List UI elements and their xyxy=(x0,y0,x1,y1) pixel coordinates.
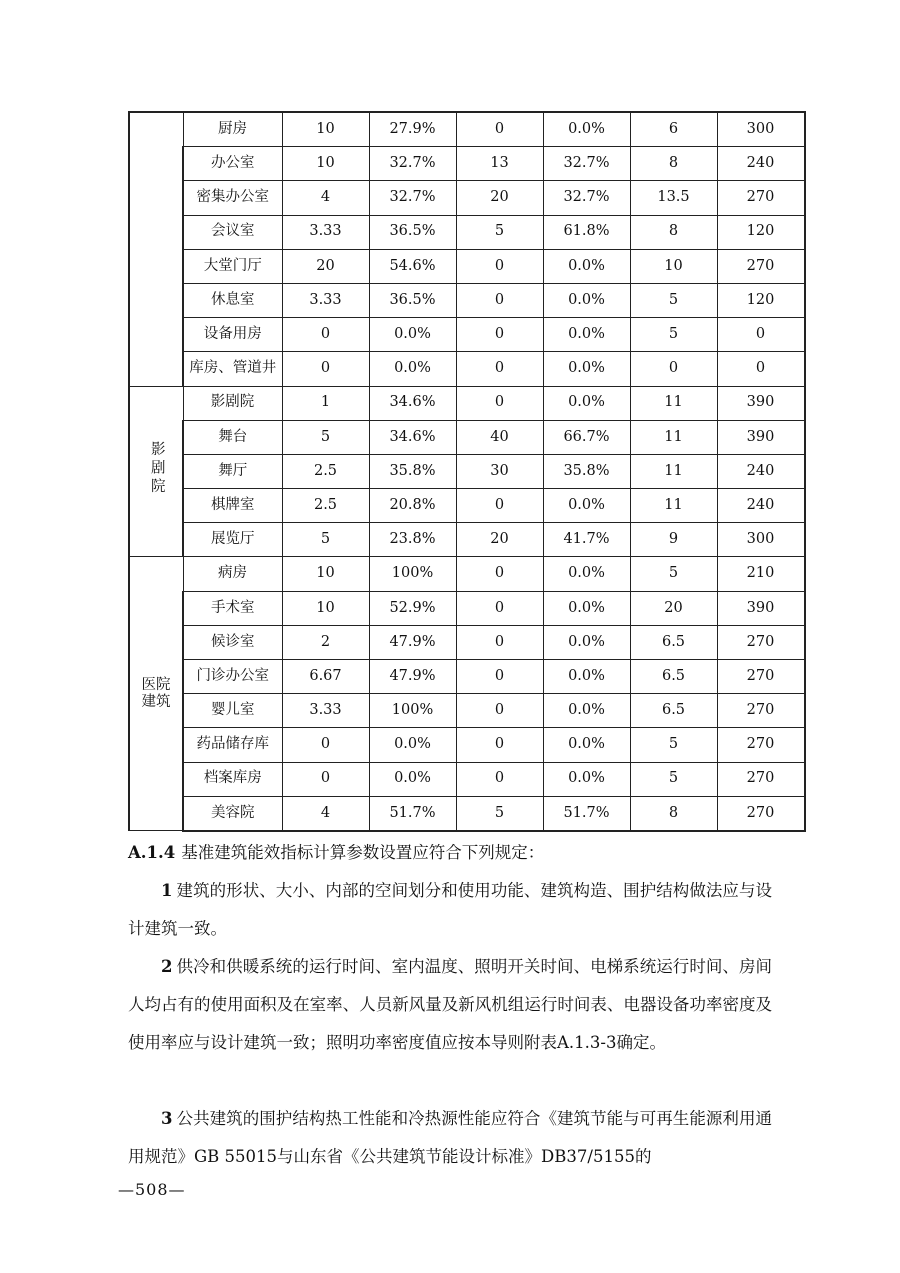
value-3-cell: 11 xyxy=(630,420,717,454)
value-4-cell: 300 xyxy=(717,112,805,147)
value-1-cell: 2.5 xyxy=(282,489,369,523)
percent-2-cell: 0.0% xyxy=(543,318,630,352)
percent-1-cell: 51.7% xyxy=(369,796,456,831)
table-row xyxy=(129,420,805,454)
value-2-cell: 0 xyxy=(456,112,543,147)
percent-2-cell: 35.8% xyxy=(543,454,630,488)
room-name-cell: 病房 xyxy=(183,557,282,591)
value-2-cell: 5 xyxy=(456,796,543,831)
value-1-cell: 0 xyxy=(282,728,369,762)
value-3-cell: 6.5 xyxy=(630,625,717,659)
value-4-cell: 270 xyxy=(717,660,805,694)
value-3-cell: 20 xyxy=(630,591,717,625)
value-2-cell: 0 xyxy=(456,249,543,283)
percent-2-cell: 61.8% xyxy=(543,215,630,249)
value-3-cell: 11 xyxy=(630,386,717,420)
value-1-cell: 5 xyxy=(282,420,369,454)
value-1-cell: 10 xyxy=(282,147,369,181)
value-3-cell: 6.5 xyxy=(630,660,717,694)
room-name-cell: 手术室 xyxy=(183,591,282,625)
value-3-cell: 8 xyxy=(630,215,717,249)
value-3-cell: 9 xyxy=(630,523,717,557)
value-1-cell: 10 xyxy=(282,557,369,591)
room-name-cell: 舞厅 xyxy=(183,454,282,488)
percent-1-cell: 32.7% xyxy=(369,147,456,181)
value-4-cell: 120 xyxy=(717,283,805,317)
room-name-cell: 档案库房 xyxy=(183,762,282,796)
item-text: 公共建筑的围护结构热工性能和冷热源性能应符合《建筑节能与可再生能源利用通用规范》GB 55015与山东省《公共建筑节能设计标准》DB37/5155的 xyxy=(128,1109,772,1166)
value-3-cell: 11 xyxy=(630,454,717,488)
value-4-cell: 300 xyxy=(717,523,805,557)
value-4-cell: 0 xyxy=(717,318,805,352)
room-name-cell: 厨房 xyxy=(183,112,282,147)
room-name-cell: 舞台 xyxy=(183,420,282,454)
room-name-cell: 美容院 xyxy=(183,796,282,831)
value-4-cell: 270 xyxy=(717,762,805,796)
value-1-cell: 0 xyxy=(282,352,369,386)
value-2-cell: 0 xyxy=(456,694,543,728)
room-name-cell: 门诊办公室 xyxy=(183,660,282,694)
table-row xyxy=(129,318,805,352)
value-3-cell: 5 xyxy=(630,318,717,352)
value-3-cell: 11 xyxy=(630,489,717,523)
value-4-cell: 240 xyxy=(717,454,805,488)
percent-2-cell: 0.0% xyxy=(543,591,630,625)
table-row xyxy=(129,591,805,625)
value-4-cell: 270 xyxy=(717,249,805,283)
percent-1-cell: 0.0% xyxy=(369,762,456,796)
value-1-cell: 4 xyxy=(282,796,369,831)
room-name-cell: 库房、管道井 xyxy=(183,352,282,386)
table-row xyxy=(129,352,805,386)
percent-2-cell: 0.0% xyxy=(543,660,630,694)
clause-number: A.1.4 xyxy=(128,843,176,862)
percent-1-cell: 47.9% xyxy=(369,625,456,659)
percent-1-cell: 52.9% xyxy=(369,591,456,625)
percent-2-cell: 0.0% xyxy=(543,352,630,386)
table-row xyxy=(129,386,805,420)
value-3-cell: 10 xyxy=(630,249,717,283)
value-1-cell: 10 xyxy=(282,112,369,147)
room-name-cell: 影剧院 xyxy=(183,386,282,420)
percent-1-cell: 27.9% xyxy=(369,112,456,147)
percent-1-cell: 34.6% xyxy=(369,386,456,420)
percent-1-cell: 0.0% xyxy=(369,318,456,352)
percent-2-cell: 0.0% xyxy=(543,762,630,796)
value-4-cell: 0 xyxy=(717,352,805,386)
value-2-cell: 0 xyxy=(456,283,543,317)
table-row xyxy=(129,454,805,488)
value-3-cell: 13.5 xyxy=(630,181,717,215)
value-2-cell: 0 xyxy=(456,557,543,591)
value-1-cell: 2 xyxy=(282,625,369,659)
percent-1-cell: 0.0% xyxy=(369,352,456,386)
percent-1-cell: 34.6% xyxy=(369,420,456,454)
table-row xyxy=(129,796,805,831)
percent-1-cell: 100% xyxy=(369,557,456,591)
table-row xyxy=(129,728,805,762)
percent-2-cell: 66.7% xyxy=(543,420,630,454)
value-1-cell: 1 xyxy=(282,386,369,420)
room-name-cell: 密集办公室 xyxy=(183,181,282,215)
value-1-cell: 20 xyxy=(282,249,369,283)
room-name-cell: 会议室 xyxy=(183,215,282,249)
percent-2-cell: 32.7% xyxy=(543,147,630,181)
value-2-cell: 40 xyxy=(456,420,543,454)
room-name-cell: 候诊室 xyxy=(183,625,282,659)
percent-2-cell: 51.7% xyxy=(543,796,630,831)
value-3-cell: 5 xyxy=(630,762,717,796)
page-number: —508— xyxy=(118,1180,186,1199)
category-label: 医院 建筑 xyxy=(141,676,171,710)
table-row xyxy=(129,523,805,557)
value-3-cell: 6 xyxy=(630,112,717,147)
table-row xyxy=(129,147,805,181)
value-2-cell: 0 xyxy=(456,625,543,659)
value-3-cell: 5 xyxy=(630,283,717,317)
item-number: 3 xyxy=(161,1109,173,1128)
percent-1-cell: 36.5% xyxy=(369,283,456,317)
percent-2-cell: 0.0% xyxy=(543,283,630,317)
value-1-cell: 5 xyxy=(282,523,369,557)
value-4-cell: 210 xyxy=(717,557,805,591)
value-4-cell: 240 xyxy=(717,489,805,523)
value-1-cell: 3.33 xyxy=(282,215,369,249)
percent-1-cell: 47.9% xyxy=(369,660,456,694)
clause-heading xyxy=(128,836,772,870)
room-name-cell: 药品储存库 xyxy=(183,728,282,762)
value-3-cell: 8 xyxy=(630,796,717,831)
clause-text: 基准建筑能效指标计算参数设置应符合下列规定： xyxy=(181,843,545,862)
room-name-cell: 设备用房 xyxy=(183,318,282,352)
table-row xyxy=(129,625,805,659)
percent-1-cell: 54.6% xyxy=(369,249,456,283)
percent-1-cell: 36.5% xyxy=(369,215,456,249)
value-2-cell: 0 xyxy=(456,318,543,352)
value-3-cell: 0 xyxy=(630,352,717,386)
value-4-cell: 270 xyxy=(717,728,805,762)
category-cell xyxy=(129,112,183,386)
table-row xyxy=(129,762,805,796)
table-row xyxy=(129,283,805,317)
value-3-cell: 5 xyxy=(630,728,717,762)
room-name-cell: 展览厅 xyxy=(183,523,282,557)
percent-2-cell: 41.7% xyxy=(543,523,630,557)
category-cell xyxy=(129,557,183,831)
value-2-cell: 20 xyxy=(456,181,543,215)
table-row xyxy=(129,489,805,523)
value-3-cell: 8 xyxy=(630,147,717,181)
room-name-cell: 办公室 xyxy=(183,147,282,181)
percent-2-cell: 0.0% xyxy=(543,694,630,728)
value-4-cell: 390 xyxy=(717,386,805,420)
value-2-cell: 0 xyxy=(456,386,543,420)
table-row xyxy=(129,215,805,249)
value-2-cell: 20 xyxy=(456,523,543,557)
value-1-cell: 10 xyxy=(282,591,369,625)
value-4-cell: 390 xyxy=(717,591,805,625)
value-2-cell: 13 xyxy=(456,147,543,181)
value-2-cell: 0 xyxy=(456,591,543,625)
percent-1-cell: 35.8% xyxy=(369,454,456,488)
value-4-cell: 270 xyxy=(717,625,805,659)
room-name-cell: 棋牌室 xyxy=(183,489,282,523)
value-4-cell: 390 xyxy=(717,420,805,454)
percent-2-cell: 32.7% xyxy=(543,181,630,215)
parameter-table xyxy=(128,111,806,832)
table-row xyxy=(129,112,805,147)
item-text: 供冷和供暖系统的运行时间、室内温度、照明开关时间、电梯系统运行时间、房间人均占有的使用面积及在室率、人员新风量及新风机组运行时间表、电器设备功率密度及使用率应与设计建筑一致；照明功率密度值应按本导则附表A.1.3-3确定。 xyxy=(128,957,772,1052)
value-4-cell: 240 xyxy=(717,147,805,181)
value-3-cell: 5 xyxy=(630,557,717,591)
percent-1-cell: 23.8% xyxy=(369,523,456,557)
percent-2-cell: 0.0% xyxy=(543,557,630,591)
percent-2-cell: 0.0% xyxy=(543,728,630,762)
value-4-cell: 270 xyxy=(717,181,805,215)
percent-1-cell: 32.7% xyxy=(369,181,456,215)
category-cell xyxy=(129,386,183,557)
table-row xyxy=(129,694,805,728)
value-2-cell: 30 xyxy=(456,454,543,488)
room-name-cell: 大堂门厅 xyxy=(183,249,282,283)
table-row xyxy=(129,181,805,215)
category-label: 影剧院 xyxy=(148,441,165,497)
value-1-cell: 4 xyxy=(282,181,369,215)
value-2-cell: 5 xyxy=(456,215,543,249)
room-name-cell: 休息室 xyxy=(183,283,282,317)
value-3-cell: 6.5 xyxy=(630,694,717,728)
item-3 xyxy=(128,1100,772,1176)
value-1-cell: 6.67 xyxy=(282,660,369,694)
value-2-cell: 0 xyxy=(456,728,543,762)
percent-2-cell: 0.0% xyxy=(543,249,630,283)
room-name-cell: 婴儿室 xyxy=(183,694,282,728)
value-2-cell: 0 xyxy=(456,762,543,796)
item-2 xyxy=(128,948,772,1062)
value-4-cell: 270 xyxy=(717,694,805,728)
value-2-cell: 0 xyxy=(456,489,543,523)
item-1 xyxy=(128,872,772,948)
table-row xyxy=(129,557,805,591)
value-4-cell: 270 xyxy=(717,796,805,831)
table-row xyxy=(129,660,805,694)
value-1-cell: 3.33 xyxy=(282,283,369,317)
item-number: 2 xyxy=(161,957,173,976)
value-2-cell: 0 xyxy=(456,660,543,694)
value-1-cell: 0 xyxy=(282,318,369,352)
value-4-cell: 120 xyxy=(717,215,805,249)
percent-1-cell: 0.0% xyxy=(369,728,456,762)
percent-2-cell: 0.0% xyxy=(543,489,630,523)
percent-1-cell: 100% xyxy=(369,694,456,728)
percent-1-cell: 20.8% xyxy=(369,489,456,523)
percent-2-cell: 0.0% xyxy=(543,386,630,420)
item-text: 建筑的形状、大小、内部的空间划分和使用功能、建筑构造、围护结构做法应与设计建筑一致。 xyxy=(128,881,772,938)
value-2-cell: 0 xyxy=(456,352,543,386)
percent-2-cell: 0.0% xyxy=(543,112,630,147)
table-row xyxy=(129,249,805,283)
item-number: 1 xyxy=(161,881,173,900)
value-1-cell: 0 xyxy=(282,762,369,796)
value-1-cell: 2.5 xyxy=(282,454,369,488)
value-1-cell: 3.33 xyxy=(282,694,369,728)
percent-2-cell: 0.0% xyxy=(543,625,630,659)
